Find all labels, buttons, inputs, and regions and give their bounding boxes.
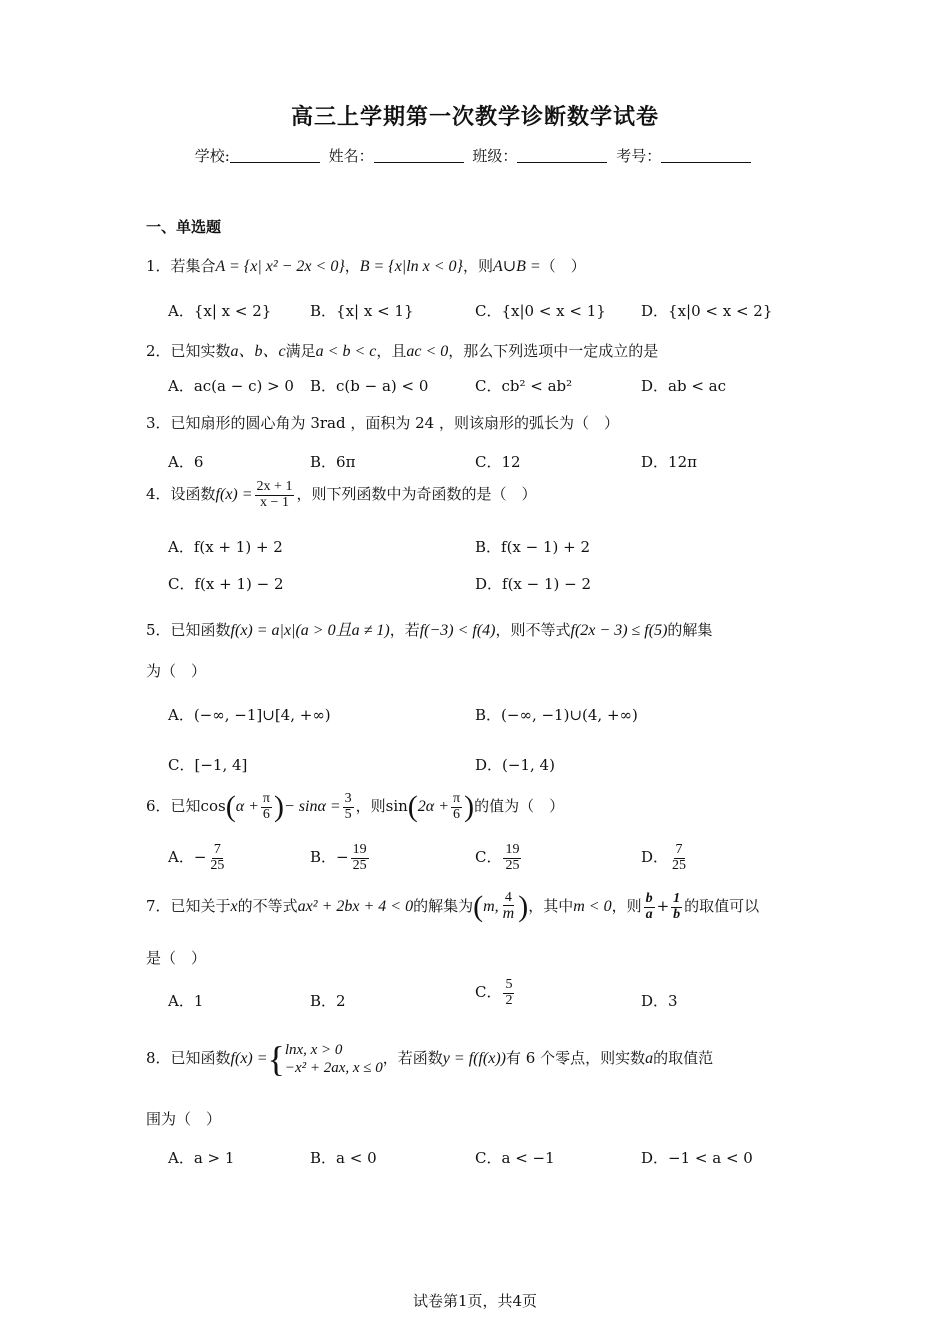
q7-b2: b	[673, 906, 681, 922]
q1-paren: （ ）	[540, 257, 586, 275]
question-5	[146, 617, 712, 640]
number-blank	[661, 148, 751, 163]
page-footer: 试卷第1页，共4页	[412, 1292, 538, 1310]
q8-brace: {	[267, 1039, 285, 1079]
q1-option-c[interactable]: C．{x|0 < x < 1}	[475, 302, 606, 320]
q2-stem-d: ，那么下列选项中一定成立的是	[448, 342, 659, 360]
q4-fraction	[255, 480, 295, 510]
q2-stem: 2．已知实数	[146, 342, 231, 360]
q6-c-label: C．	[475, 848, 502, 867]
q5-option-c[interactable]: C．[−1, 4]	[168, 756, 248, 774]
q6-pi-over-6	[261, 792, 272, 822]
q4-option-a[interactable]: A．f(x + 1) + 2	[168, 538, 283, 556]
q7-stem-d: ，其中	[528, 897, 574, 915]
q5-ineq: f(2x − 3) ≤ f(5)	[570, 622, 668, 639]
q6-paren-open: (	[225, 790, 236, 823]
q6-pi-over-6-b	[451, 792, 462, 822]
class-label: 班级：	[472, 147, 518, 165]
q5-line-2: 为（ ）	[146, 662, 207, 680]
q4-option-b[interactable]: B．f(x − 1) + 2	[475, 538, 591, 556]
q8-option-a[interactable]: A．a > 1	[168, 1149, 235, 1167]
q8-a: a	[645, 1050, 654, 1067]
q7-one: 1	[673, 890, 681, 906]
q8-option-b[interactable]: B．a < 0	[310, 1149, 377, 1167]
student-info-line	[0, 145, 950, 166]
q7-stem: 7．已知关于	[146, 897, 231, 915]
q6-d-num: 7	[675, 842, 683, 857]
q7-four: 4	[504, 889, 512, 905]
q7-4-over-m	[501, 891, 517, 923]
q7-option-d[interactable]: D．3	[641, 992, 678, 1010]
q6-a-frac	[208, 843, 226, 873]
q7-plus: +	[656, 897, 670, 915]
q8-case-1: lnx, x > 0	[284, 1042, 343, 1058]
q8-stem-d: 的取值范	[653, 1049, 714, 1067]
q3-option-b[interactable]: B．6π	[310, 453, 356, 471]
q7-c-label: C．	[475, 983, 502, 1002]
q4-option-c[interactable]: C．f(x + 1) − 2	[168, 575, 284, 593]
school-label: 学校:	[194, 147, 230, 165]
question-1	[146, 255, 586, 276]
question-2	[146, 338, 658, 361]
page-title: 高三上学期第一次教学诊断数学试卷	[290, 104, 659, 130]
q4-denominator: x − 1	[260, 494, 289, 510]
q8-stem-b: ，若函数	[382, 1049, 443, 1067]
q6-d-frac	[670, 843, 688, 873]
q7-line-2: 是（ ）	[146, 949, 207, 967]
q6-d-label: D．	[641, 848, 669, 867]
q6-b-num: 19	[352, 842, 367, 857]
q4-option-d[interactable]: D．f(x − 1) − 2	[475, 575, 592, 593]
q7-option-c[interactable]	[475, 978, 516, 1008]
q7-c-num: 5	[505, 977, 513, 992]
q8-option-d[interactable]: D．−1 < a < 0	[641, 1149, 753, 1167]
question-6	[146, 790, 564, 824]
q7-x: x	[230, 898, 238, 915]
q7-stem-c: 的解集为	[413, 897, 474, 915]
q6-option-a[interactable]	[168, 843, 228, 873]
school-blank	[230, 148, 320, 163]
q6-alpha: α +	[235, 798, 259, 815]
q6-d-den: 25	[672, 857, 687, 873]
q2-vars: a、b、c	[230, 343, 286, 360]
section-heading: 一、单选题	[146, 218, 222, 236]
q6-pi-b: π	[453, 790, 461, 806]
q7-stem-f: 的取值可以	[684, 897, 760, 915]
q6-b-den: 25	[352, 857, 367, 873]
class-blank	[517, 148, 607, 163]
q7-stem-e: ，则	[611, 897, 642, 915]
q6-paren2-open: (	[407, 790, 418, 823]
q6-five: 5	[344, 806, 352, 822]
q6-option-b[interactable]	[310, 843, 371, 873]
q6-a-label: A．	[168, 848, 194, 867]
q6-stem-c: 的值为（ ）	[474, 797, 565, 815]
q7-b-over-a	[644, 892, 655, 922]
q1-option-d[interactable]: D．{x|0 < x < 2}	[641, 302, 773, 320]
q8-yfx: y = f(f(x))	[442, 1050, 506, 1067]
q4-stem: 4．设函数	[146, 485, 216, 504]
q1-comma: ，	[344, 257, 360, 275]
q2-option-a[interactable]: A．ac(a − c) > 0	[168, 377, 294, 395]
q6-six: 6	[262, 806, 270, 822]
q8-option-c[interactable]: C．a < −1	[475, 1149, 555, 1167]
q5-stem-b: ，若	[389, 621, 420, 639]
q1-set-b: B = {x|ln x < 0}	[359, 258, 463, 275]
q6-sin: − sinα =	[283, 798, 341, 815]
q6-stem: 6．已知cos	[146, 797, 226, 815]
name-label: 姓名：	[328, 147, 374, 165]
question-7	[146, 890, 759, 924]
question-3: 3．已知扇形的圆心角为 3rad ，面积为 24 ，则该扇形的弧长为（ ）	[146, 414, 619, 432]
q1-option-b[interactable]: B．{x| x < 1}	[310, 302, 414, 320]
q6-three: 3	[344, 790, 352, 806]
q2-option-d[interactable]: D．ab < ac	[641, 377, 727, 395]
q6-a-den: 25	[210, 857, 225, 873]
q6-paren2-close: )	[464, 790, 475, 823]
q3-option-a[interactable]: A．6	[168, 453, 204, 471]
q7-cond: m < 0	[573, 898, 612, 915]
q6-c-num: 19	[505, 842, 520, 857]
q4-numerator: 2x + 1	[256, 479, 293, 494]
q6-a-num: 7	[213, 842, 221, 857]
q6-a-sign: −	[193, 848, 207, 867]
q6-paren-close: )	[273, 790, 284, 823]
question-8	[146, 1038, 713, 1080]
q5-option-a[interactable]: A．(−∞, −1]∪[4, +∞)	[168, 706, 331, 724]
q6-stem-b: ，则sin	[355, 797, 408, 815]
q8-fx: f(x) =	[230, 1050, 268, 1067]
q7-b: b	[645, 890, 653, 906]
q6-b-frac	[351, 843, 369, 873]
q5-stem-c: ，则不等式	[495, 621, 571, 639]
q2-stem-b: 满足	[285, 342, 316, 360]
question-4	[146, 480, 536, 510]
q7-a: a	[645, 906, 653, 922]
q8-piecewise	[285, 1041, 383, 1077]
q7-option-b[interactable]: B．2	[310, 992, 346, 1010]
q1-option-a[interactable]: A．{x| x < 2}	[168, 302, 272, 320]
q7-1-over-b	[671, 892, 682, 922]
q7-m: m,	[483, 898, 499, 915]
q8-line-2: 围为（ ）	[146, 1110, 222, 1128]
q7-ineq: ax² + 2bx + 4 < 0	[297, 898, 414, 915]
q6-c-den: 25	[505, 857, 520, 873]
q7-option-a[interactable]: A．1	[168, 992, 204, 1010]
q5-stem-d: 的解集	[667, 621, 713, 639]
q3-option-d[interactable]: D．12π	[641, 453, 697, 471]
q2-option-c[interactable]: C．cb² < ab²	[475, 377, 573, 395]
q1-stem-b: ，则	[462, 257, 493, 275]
q6-option-c[interactable]	[475, 843, 523, 873]
q8-stem: 8．已知函数	[146, 1049, 231, 1067]
q6-b-sign: −	[336, 848, 349, 867]
q6-option-d[interactable]	[641, 843, 690, 873]
q7-paren-close: )	[518, 890, 529, 923]
q4-fx: f(x) =	[215, 486, 253, 504]
q1-union: A∪B =	[492, 258, 541, 275]
q7-c-den: 2	[505, 992, 513, 1008]
q7-c-frac	[503, 978, 514, 1008]
q5-fx: f(x) = a|x|(a > 0且a ≠ 1)	[230, 622, 390, 639]
q6-c-frac	[503, 843, 521, 873]
q6-three-fifths	[343, 792, 354, 822]
q6-six-b: 6	[453, 806, 461, 822]
q5-cond: f(−3) < f(4)	[419, 622, 496, 639]
q6-pi: π	[262, 790, 270, 806]
q8-case-2: −x² + 2ax, x ≤ 0	[284, 1060, 383, 1076]
q2-cond2: ac < 0	[406, 343, 449, 360]
q3-option-c[interactable]: C．12	[475, 453, 521, 471]
q8-stem-c: 有 6 个零点，则实数	[506, 1049, 646, 1067]
q2-stem-c: ，且	[376, 342, 407, 360]
q1-stem: 1．若集合	[146, 257, 216, 275]
q1-set-a: A = {x| x² − 2x < 0}	[215, 258, 345, 275]
q6-two-alpha: 2α +	[417, 798, 449, 815]
q2-option-b[interactable]: B．c(b − a) < 0	[310, 377, 429, 395]
q7-paren-open: (	[473, 890, 484, 923]
q5-option-d[interactable]: D．(−1, 4)	[475, 756, 555, 774]
q5-stem: 5．已知函数	[146, 621, 231, 639]
number-label: 考号：	[616, 147, 662, 165]
q4-stem-b: ，则下列函数中为奇函数的是（ ）	[296, 485, 537, 504]
q7-mden: m	[502, 905, 515, 923]
q6-b-label: B．	[310, 848, 337, 867]
q5-option-b[interactable]: B．(−∞, −1)∪(4, +∞)	[475, 706, 638, 724]
q7-stem-b: 的不等式	[237, 897, 298, 915]
q2-cond: a < b < c	[315, 343, 377, 360]
name-blank	[374, 148, 464, 163]
